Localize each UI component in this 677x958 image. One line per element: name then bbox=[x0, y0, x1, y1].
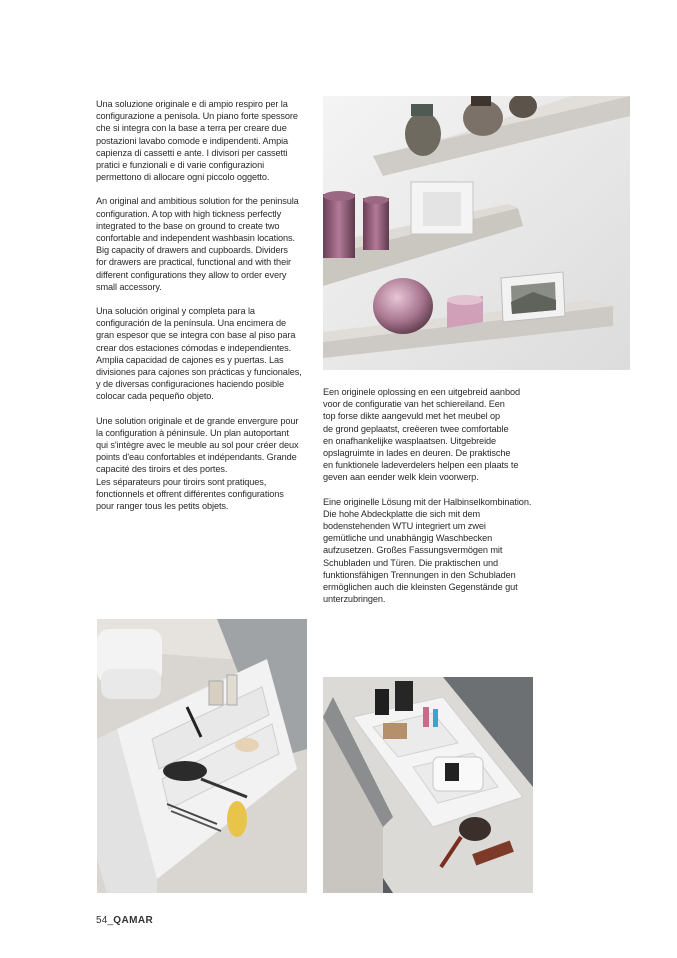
left-text-column bbox=[96, 98, 318, 524]
paragraph-italian: Una soluzione originale e di ampio respiro per la configurazione a penisola. Un piano forte spessore che si integra con la base a terra per creare due postazioni lavabo comode e indipendenti. Ampia capienza di cassetti e ante. I divisori per cassetti pratici e funzionali e di varie configurazioni permettono di allocare ogni piccolo oggetto. bbox=[96, 99, 298, 183]
paragraph-german: Eine originelle Lösung mit der Halbinselkombination. Die hohe Abdeckplatte die sich mit dem bodenstehenden WTU integriert um zwei gemütliche und unabhängig Waschbecken aufzusetzen. Großes Fassungsvermögen mit Schubladen und Türen. Die praktischen und funktionsfähigen Trennungen in den Schubladen ermöglichen auch die kleinsten Gegenstände gut unterzubringen. bbox=[323, 496, 532, 605]
paragraph-french: Une solution originale et de grande envergure pour la configuration à péninsule. Un plan autoportant qui s'intègre avec le meuble au sol pour créer deux points d'eau confortables et indépendants. Grande capacité des tiroirs et des portes. Les séparateurs pour tiroirs sont pratiques, fonctionnels et offrent différentes configurations pour ranger tous les petits objets. bbox=[96, 415, 299, 512]
paragraph-english: An original and ambitious solution for the peninsula configuration. A top with high tickness perfectly integrated to the base on ground to create two confortable and independent washbasin locations. Big capacity of drawers and cupboards. Dividers for drawers are practical, functional and with their different configurations they allow to order every small accessory. bbox=[96, 196, 299, 292]
paragraph-dutch: Een originele oplossing en een uitgebreid aanbod voor de configuratie van het schiereiland. Een top forse dikte aangevuld met het meubel op de grond geplaatst, creëeren twee comfortable en onafhankelijke wasplaatsen. Uitgebreide opslagruimte in lades en deuren. De praktische en funktionele ladeverdelers helpen een plaats te geven aan eender welk klein voorwerp. bbox=[323, 387, 520, 483]
paragraph-spanish: Una solución original y completa para la configuración de la península. Una encimera de gran espesor que se integra con base al piso para crear dos estaciones cómodas e independientes. Amplia capacidad de cajones es y puertas. Las divisiones para cajones son prácticas y funcionales, y de diversas configuraciones haciendo posible colocar cada pequeño objeto. bbox=[96, 306, 302, 402]
right-text-column bbox=[323, 386, 535, 617]
drawer-organizer-photo-right bbox=[323, 677, 533, 893]
shelves-photo bbox=[323, 96, 630, 370]
drawer-organizer-photo-left bbox=[97, 619, 307, 893]
page-footer bbox=[96, 915, 153, 926]
brand-name: QAMAR bbox=[113, 915, 154, 926]
page-number: 54_ bbox=[96, 915, 114, 926]
